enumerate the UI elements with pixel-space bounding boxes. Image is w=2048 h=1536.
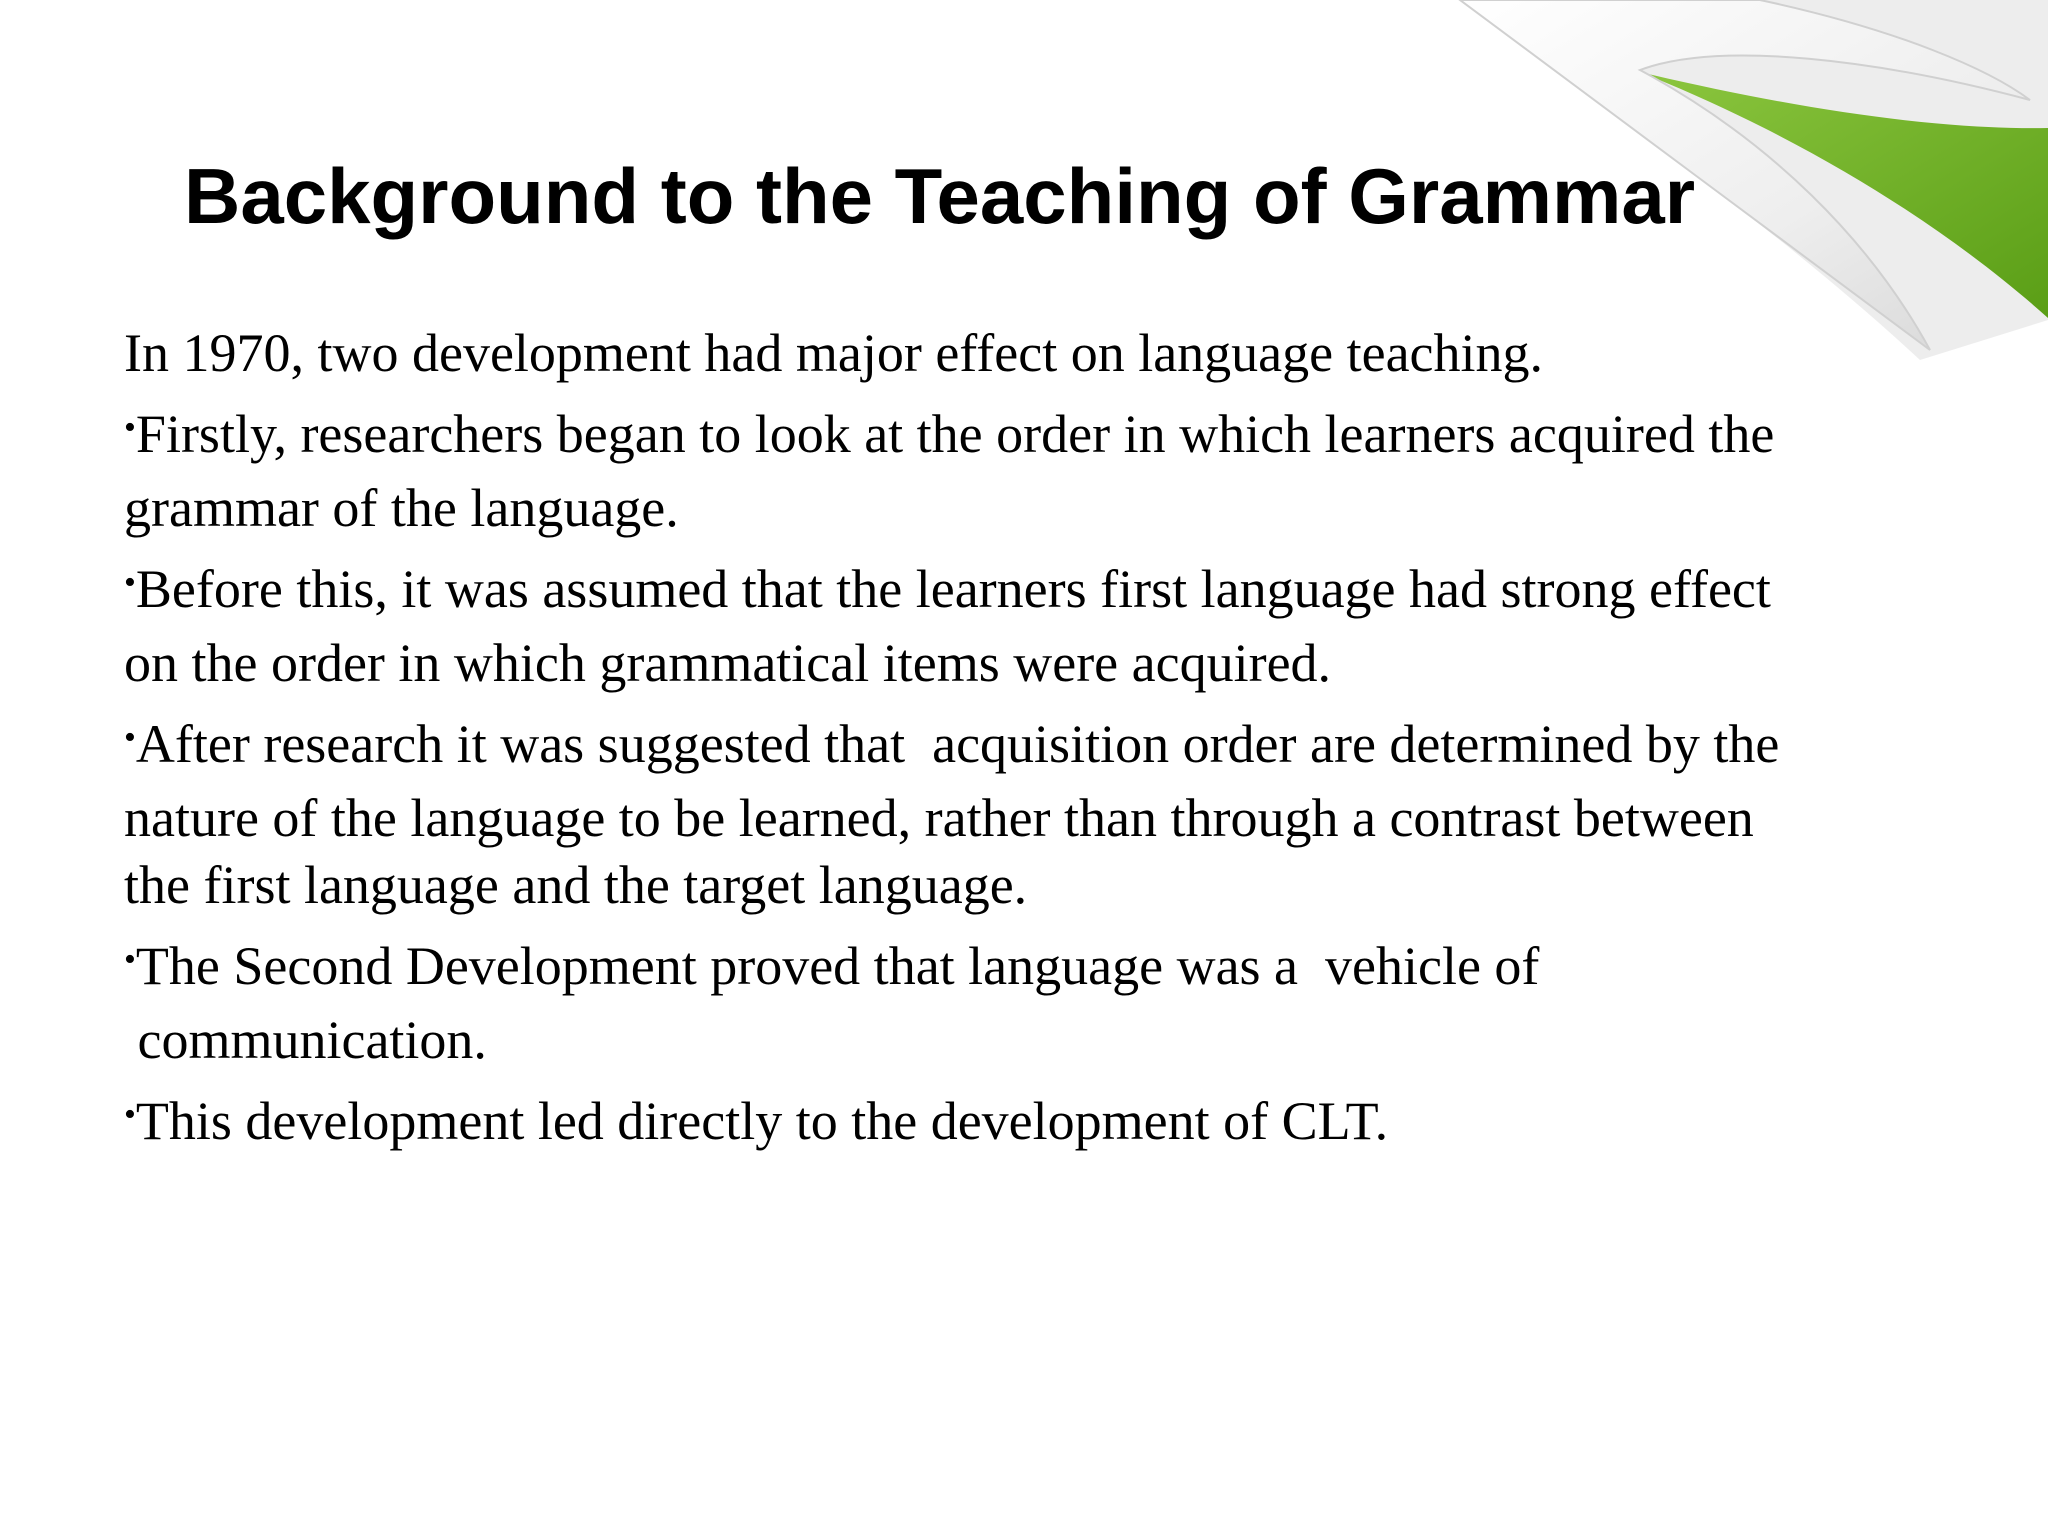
bullet-line: [124, 401, 1904, 475]
bullet-text: The Second Development proved that language was a vehicle of: [135, 936, 1540, 996]
bullet-line: [124, 556, 1904, 630]
intro-paragraph: In 1970, two development had major effect on language teaching.: [124, 323, 1544, 383]
bullet-line: nature of the language to be learned, rather than through a contrast between: [124, 788, 1754, 848]
bullet-text: This development led directly to the development of CLT.: [135, 1091, 1389, 1151]
bullet-text: After research it was suggested that acquisition order are determined by the: [135, 714, 1780, 774]
bullet-line: [124, 933, 1904, 1007]
bullet-item: [124, 401, 1904, 542]
bullet-icon: •: [124, 719, 136, 756]
bullet-item: [124, 711, 1904, 919]
slide-title: Background to the Teaching of Grammar: [184, 152, 1696, 240]
bullet-text: Firstly, researchers began to look at the order in which learners acquired the: [135, 404, 1775, 464]
bullet-icon: •: [124, 409, 136, 446]
bullet-line: the first language and the target language.: [124, 855, 1028, 915]
bullet-line: grammar of the language.: [124, 478, 679, 538]
bullet-line: communication.: [124, 1010, 487, 1070]
bullet-item: [124, 1088, 1904, 1162]
bullet-line: [124, 1088, 1904, 1162]
bullet-icon: •: [124, 941, 136, 978]
bullet-item: [124, 933, 1904, 1074]
slide-body: [124, 320, 1904, 1176]
bullet-text: Before this, it was assumed that the learners first language had strong effect: [135, 559, 1771, 619]
bullet-line: on the order in which grammatical items were acquired.: [124, 633, 1332, 693]
bullet-icon: •: [124, 1096, 136, 1133]
bullet-line: [124, 711, 1904, 785]
bullet-item: [124, 556, 1904, 697]
bullet-icon: •: [124, 564, 136, 601]
